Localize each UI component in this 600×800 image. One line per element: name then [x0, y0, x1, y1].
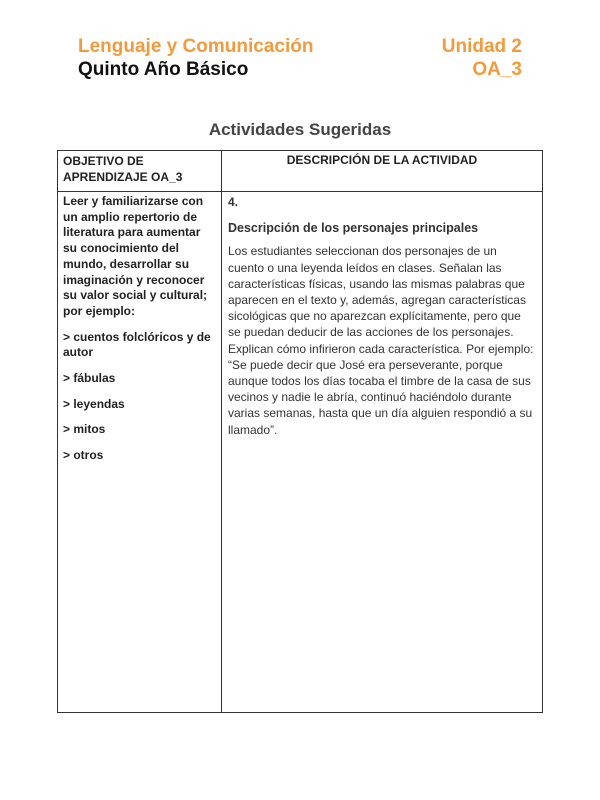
example-item [63, 422, 219, 438]
example-item [63, 330, 219, 361]
subject-title: Lenguaje y Comunicación [78, 36, 314, 57]
activity-cell [228, 194, 540, 438]
activity-line: “Se puede decir que José era perseverante, porque [228, 357, 503, 372]
column-divider [221, 151, 222, 712]
objective-text [63, 194, 219, 320]
objective-line: su valor social y cultural; [63, 288, 208, 303]
activity-title: Descripción de los personajes principales [228, 221, 479, 236]
activity-line: llamado”. [228, 422, 278, 437]
example-line: > leyendas [63, 396, 125, 411]
example-line: > cuentos folclóricos y de [63, 329, 211, 344]
header-line: OBJETIVO DE [63, 154, 144, 168]
grade-title: Quinto Año Básico [78, 59, 249, 80]
description-header: DESCRIPCIÓN DE LA ACTIVIDAD [286, 153, 478, 167]
example-line: > mitos [63, 422, 106, 437]
example-line: > otros [63, 448, 104, 463]
activity-line: características físicas, usando las mismas palabras que [228, 276, 525, 291]
objective-cell [63, 194, 219, 474]
objective-line: Leer y familiarizarse con [63, 194, 204, 208]
activity-line: aparecen en el texto y, además, agregan características [228, 293, 526, 308]
activity-line: Explican cómo infirieron cada característica. Por ejemplo: [228, 341, 534, 356]
objective-line: literatura para aumentar [63, 225, 201, 240]
activity-line: se puedan deducir de las acciones de los personajes. [228, 325, 514, 340]
activity-text [228, 243, 540, 437]
section-title: Actividades Sugeridas [208, 120, 392, 139]
examples-list [63, 330, 219, 464]
example-item [63, 397, 219, 413]
activity-line: Los estudiantes seleccionan dos personajes de un [228, 244, 497, 259]
activities-table [57, 150, 543, 713]
unit-label: Unidad 2 [441, 36, 522, 57]
objective-header [63, 153, 182, 185]
example-line: autor [63, 345, 93, 360]
activity-line: aunque todos los días tocaba el timbre de la casa de sus [228, 374, 531, 389]
activity-line: varias semanas, hasta que un día alguien respondió a su [228, 406, 533, 421]
activity-number: 4. [228, 195, 239, 209]
objective-line: su conocimiento del [63, 241, 180, 256]
objective-line: un amplio repertorio de [63, 209, 198, 224]
oa-label: OA_3 [472, 59, 522, 80]
header-line: APRENDIZAJE OA_3 [63, 170, 183, 184]
example-line: > fábulas [63, 371, 116, 386]
objective-line: imaginación y reconocer [63, 272, 205, 287]
header-divider [58, 191, 542, 192]
activity-line: cuento o una leyenda leídos en clases. Señalan las [228, 260, 502, 275]
objective-line: por ejemplo: [63, 303, 136, 318]
example-item [63, 371, 219, 387]
activity-line: sicológicas que no aparezcan explícitamente, pero que [228, 309, 521, 324]
activity-line: vecinos y nadie le abría, continuó haciéndolo durante [228, 390, 512, 405]
objective-line: mundo, desarrollar su [63, 256, 190, 271]
example-item [63, 448, 219, 464]
